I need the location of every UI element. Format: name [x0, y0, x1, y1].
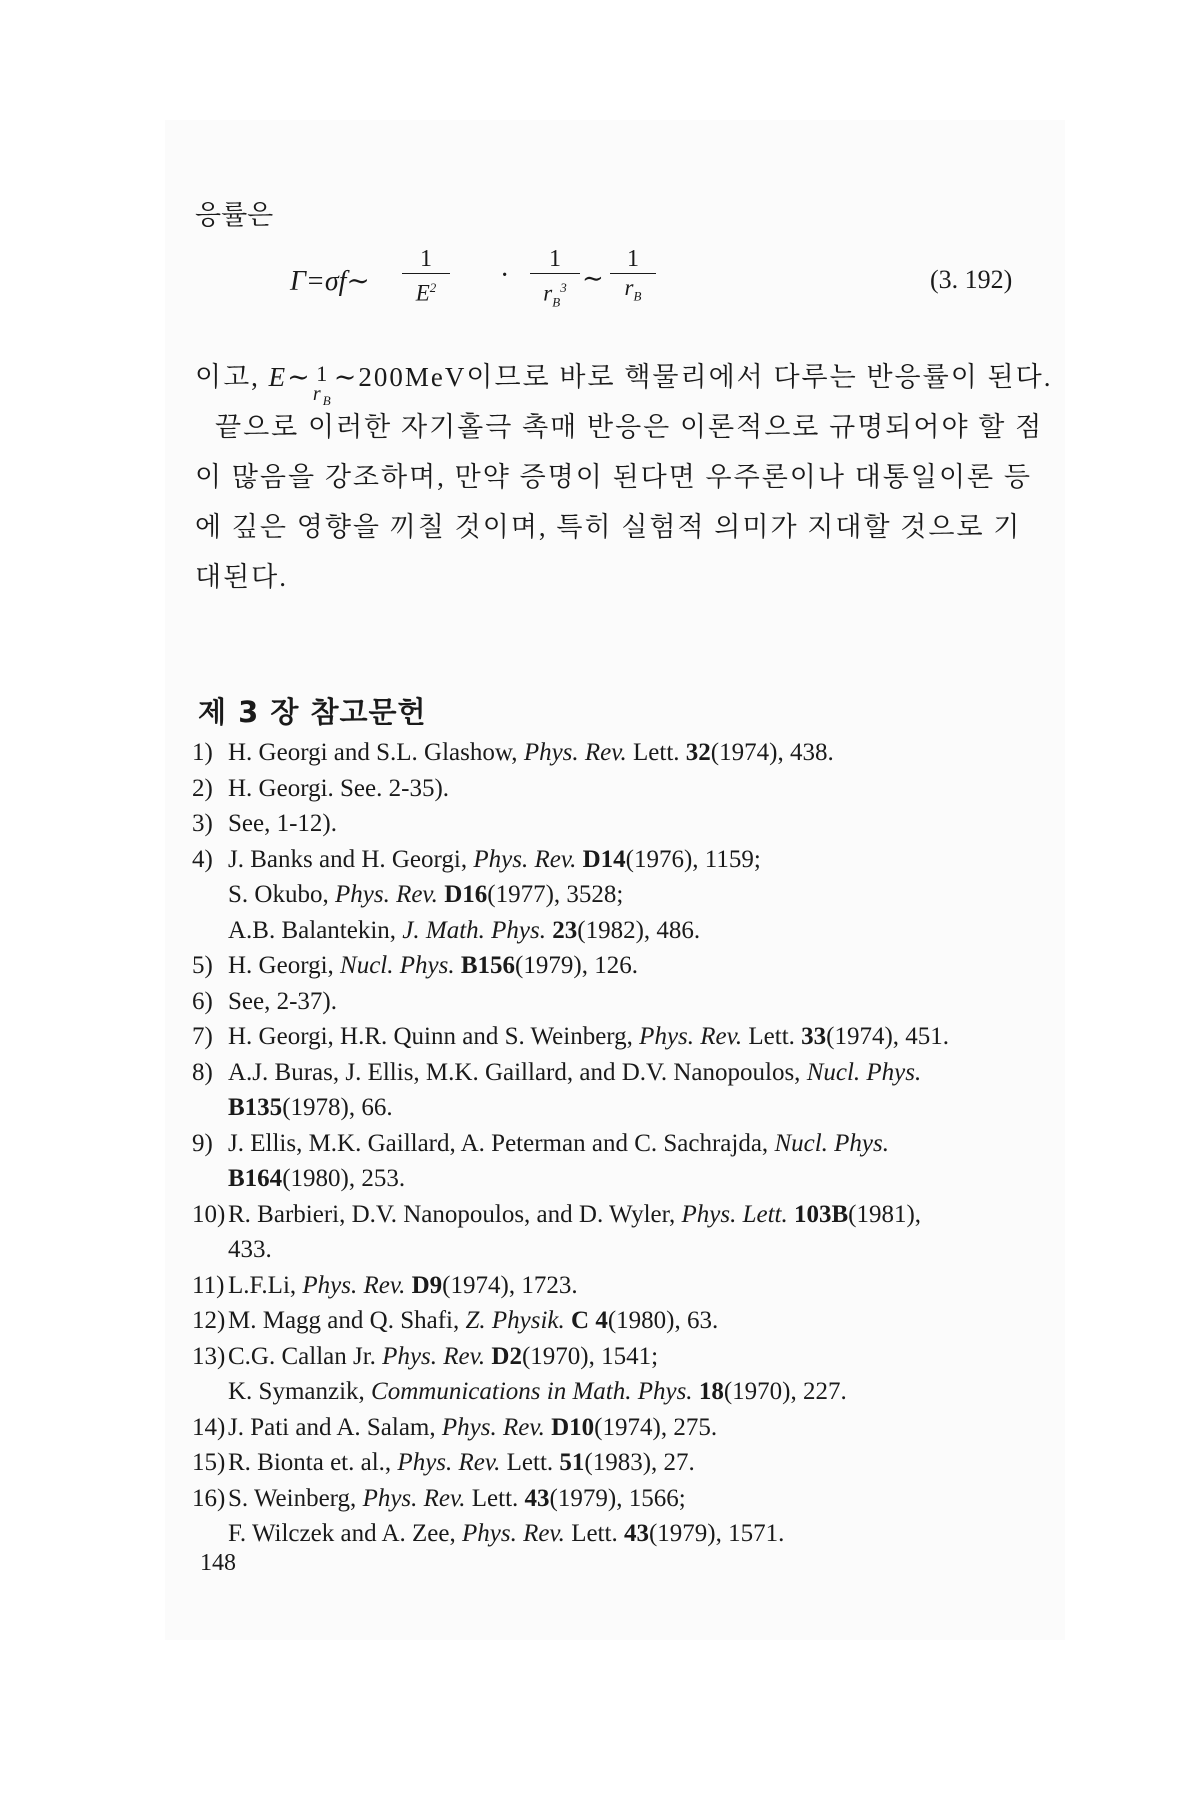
reference-number: 15)	[192, 1449, 226, 1476]
reference-item	[192, 1197, 1072, 1233]
reference-item	[192, 1445, 1072, 1481]
body-line-4: 에 깊은 영향을 끼칠 것이며, 특히 실험적 의미가 지대할 것으로 기	[195, 512, 1022, 542]
fraction-1-over-rB3	[530, 246, 580, 314]
reference-text: C.G. Callan Jr. Phys. Rev. D2(1970), 1541;	[228, 1342, 659, 1370]
reference-text: A.B. Balantekin, J. Math. Phys. 23(1982), 486.	[228, 916, 701, 944]
reference-item	[192, 1019, 1072, 1055]
reference-number: 4)	[192, 845, 213, 873]
fraction-numerator: 1	[549, 246, 561, 272]
similar-sign: ∼	[582, 264, 604, 293]
reference-item	[192, 1126, 1072, 1162]
fraction-denominator: $r_B$	[624, 275, 642, 304]
body-line-1: 이고, E∼ 1 $r_B$ ∼200MeV이므로 바로 핵물리에서 다루는 반응률이 된다.	[195, 355, 1052, 411]
body-line-3: 이 많음을 강조하며, 만약 증명이 된다면 우주론이나 대통일이론 등	[195, 462, 1032, 492]
reference-text: R. Barbieri, D.V. Nanopoulos, and D. Wyler, Phys. Lett. 103B(1981),	[228, 1200, 922, 1228]
body-line-5: 대된다.	[195, 562, 288, 592]
reference-text: J. Banks and H. Georgi, Phys. Rev. D14(1976), 1159;	[228, 845, 761, 873]
reference-item	[192, 842, 1072, 878]
fraction-1-over-rB	[610, 246, 656, 309]
reference-item	[192, 984, 1072, 1020]
reference-number: 7)	[192, 1023, 213, 1050]
reference-item	[192, 806, 1072, 842]
reference-number: 14)	[192, 1413, 226, 1441]
equation-number: (3. 192)	[930, 265, 1013, 294]
reference-text: J. Pati and A. Salam, Phys. Rev. D10(1974), 275.	[228, 1413, 718, 1441]
reference-text: See, 1-12).	[228, 810, 337, 837]
reference-text: 433.	[228, 1236, 272, 1263]
references-heading: 제 3 장 참고문헌	[198, 695, 427, 729]
reference-text: A.J. Buras, J. Ellis, M.K. Gaillard, and D.V. Nanopoulos, Nucl. Phys.	[228, 1058, 922, 1086]
reference-text: H. Georgi, H.R. Quinn and S. Weinberg, Phys. Rev. Lett. 33(1974), 451.	[228, 1023, 950, 1050]
reference-text: J. Ellis, M.K. Gaillard, A. Peterman and C. Sachrajda, Nucl. Phys.	[228, 1129, 890, 1157]
fraction-denominator: $E^2$	[415, 280, 437, 306]
reference-number: 13)	[192, 1342, 226, 1370]
reference-number: 1)	[192, 739, 213, 766]
lead-word: 응률은	[195, 200, 274, 230]
reference-item	[192, 771, 1072, 807]
reference-continuation	[192, 1516, 1072, 1552]
reference-continuation	[192, 1374, 1072, 1410]
reference-number: 11)	[192, 1271, 225, 1299]
reference-number: 3)	[192, 810, 213, 837]
reference-item	[192, 1268, 1072, 1304]
reference-text: H. Georgi and S.L. Glashow, Phys. Rev. Lett. 32(1974), 438.	[228, 739, 834, 766]
reference-continuation	[192, 1232, 1072, 1268]
reference-text: M. Magg and Q. Shafi, Z. Physik. C 4(1980), 63.	[228, 1307, 719, 1334]
reference-continuation	[192, 877, 1072, 913]
fraction-numerator: 1	[420, 246, 432, 272]
reference-number: 12)	[192, 1307, 226, 1334]
reference-text: H. Georgi. See. 2-35).	[228, 774, 450, 802]
fraction-1-over-E2	[402, 246, 450, 306]
reference-number: 10)	[192, 1200, 226, 1228]
reference-continuation	[192, 913, 1072, 949]
reference-number: 6)	[192, 987, 213, 1015]
reference-item	[192, 1303, 1072, 1339]
reference-text: B135(1978), 66.	[228, 1094, 393, 1121]
reference-item	[192, 1481, 1072, 1517]
reference-item	[192, 1410, 1072, 1446]
body-line-2: 끝으로 이러한 자기홀극 촉매 반응은 이론적으로 규명되어야 할 점	[215, 412, 1044, 442]
reference-number: 2)	[192, 774, 213, 802]
fraction-numerator: 1	[627, 246, 639, 272]
fraction-1-over-rB-inline: 1 $r_B$	[312, 361, 333, 408]
reference-continuation	[192, 1161, 1072, 1197]
reference-item	[192, 948, 1072, 984]
reference-text: F. Wilczek and A. Zee, Phys. Rev. Lett. 43(1979), 1571.	[228, 1520, 785, 1547]
reference-text: K. Symanzik, Communications in Math. Phys. 18(1970), 227.	[228, 1378, 847, 1405]
reference-text: B164(1980), 253.	[228, 1165, 406, 1192]
equation-lhs: Γ=σf∼	[290, 266, 370, 297]
page-number: 148	[200, 1550, 236, 1576]
reference-text: L.F.Li, Phys. Rev. D9(1974), 1723.	[228, 1271, 578, 1299]
reference-text: See, 2-37).	[228, 987, 337, 1015]
references-list	[192, 735, 1072, 1552]
reference-item	[192, 1339, 1072, 1375]
reference-text: R. Bionta et. al., Phys. Rev. Lett. 51(1983), 27.	[228, 1449, 695, 1476]
reference-number: 8)	[192, 1058, 213, 1086]
multiply-dot: ·	[500, 260, 510, 291]
reference-number: 5)	[192, 952, 213, 979]
reference-text: S. Okubo, Phys. Rev. D16(1977), 3528;	[228, 881, 624, 908]
fraction-denominator: $r_B^3$	[543, 280, 567, 310]
reference-item	[192, 1055, 1072, 1091]
reference-number: 9)	[192, 1129, 213, 1157]
reference-number: 16)	[192, 1484, 226, 1512]
reference-continuation	[192, 1090, 1072, 1126]
reference-item	[192, 735, 1072, 771]
reference-text: H. Georgi, Nucl. Phys. B156(1979), 126.	[228, 952, 638, 979]
reference-text: S. Weinberg, Phys. Rev. Lett. 43(1979), 1566;	[228, 1484, 686, 1512]
